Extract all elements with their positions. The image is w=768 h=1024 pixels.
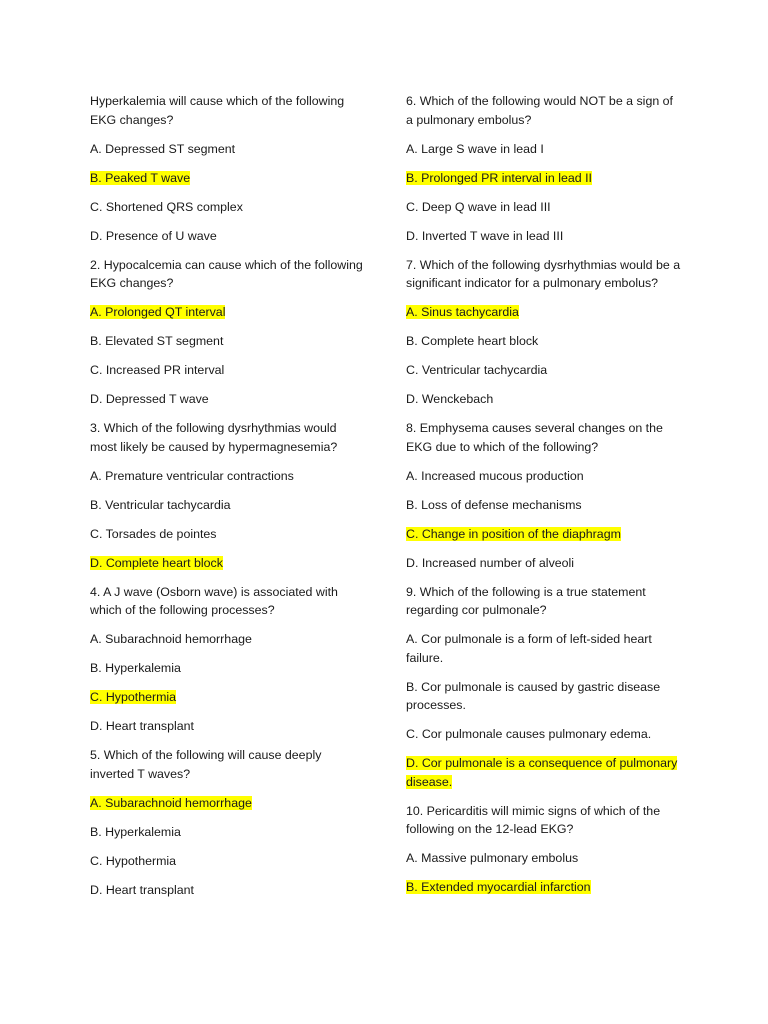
answer-option: B. Cor pulmonale is caused by gastric disease processes. [406,679,661,712]
answer-option: A. Depressed ST segment [90,141,236,156]
answer-option: D. Wenckebach [406,392,494,406]
answer-option: A. Subarachnoid hemorrhage [90,632,252,646]
answer-option: A. Premature ventricular contractions [90,468,294,483]
answer-option: B. Hyperkalemia [90,661,181,675]
question-text: 4. A J wave (Osborn wave) is associated with which of the following processes? [90,584,338,617]
highlighted-answer: B. Prolonged PR interval in lead II [406,170,592,185]
answer-option: A. Massive pulmonary embolus [406,851,579,865]
correct-answer-option [90,688,365,707]
correct-answer-option [406,754,681,791]
answer-option: B. Ventricular tachycardia [90,497,231,512]
correct-answer-option [90,554,365,573]
answer-option: C. Torsades de pointes [90,526,217,541]
correct-answer-option [406,878,681,897]
highlighted-answer: C. Change in position of the diaphragm [406,526,621,541]
answer-option: C. Shortened QRS complex [90,199,243,214]
question-text: 10. Pericarditis will mimic signs of which of the following on the 12-lead EKG? [406,803,661,836]
answer-option: B. Complete heart block [406,334,539,348]
correct-answer-option [90,794,365,813]
highlighted-answer: B. Peaked T wave [90,170,191,185]
question-text: 7. Which of the following dysrhythmias would be a significant indicator for a pulmonary embolus? [406,257,681,290]
question-text: 3. Which of the following dysrhythmias would most likely be caused by hypermagnesemia? [90,421,338,454]
question-text: 2. Hypocalcemia can cause which of the following EKG changes? [90,257,363,290]
highlighted-answer: A. Subarachnoid hemorrhage [90,795,252,810]
correct-answer-option [90,303,365,322]
answer-option: D. Presence of U wave [90,228,217,243]
answer-option: C. Hypothermia [90,853,177,868]
answer-option: A. Large S wave in lead I [406,141,544,156]
right-column [406,92,681,907]
highlighted-answer: B. Extended myocardial infarction [406,880,591,894]
answer-option: D. Increased number of alveoli [406,555,575,570]
highlighted-answer: A. Prolonged QT interval [90,305,226,319]
highlighted-answer: A. Sinus tachycardia [406,305,519,319]
correct-answer-option [90,169,365,188]
question-text: 5. Which of the following will cause deeply inverted T waves? [90,748,322,781]
answer-option: B. Hyperkalemia [90,824,181,839]
left-column [90,92,365,910]
question-text: 8. Emphysema causes several changes on the EKG due to which of the following? [406,421,663,454]
question-text: 6. Which of the following would NOT be a sign of a pulmonary embolus? [406,94,673,127]
answer-option: A. Cor pulmonale is a form of left-sided heart failure. [406,632,652,665]
question-text: Hyperkalemia will cause which of the following EKG changes? [90,94,345,127]
answer-option: D. Heart transplant [90,882,194,897]
answer-option: D. Depressed T wave [90,392,209,406]
highlighted-answer: D. Complete heart block [90,555,223,570]
answer-option: C. Deep Q wave in lead III [406,199,551,214]
correct-answer-option [406,169,681,188]
answer-option: B. Loss of defense mechanisms [406,497,582,512]
answer-option: D. Heart transplant [90,719,194,733]
answer-option: C. Cor pulmonale causes pulmonary edema. [406,727,652,741]
correct-answer-option [406,303,681,322]
answer-option: B. Elevated ST segment [90,334,224,348]
answer-option: C. Increased PR interval [90,363,225,377]
question-text: 9. Which of the following is a true statement regarding cor pulmonale? [406,584,646,617]
answer-option: A. Increased mucous production [406,468,584,483]
answer-option: D. Inverted T wave in lead III [406,228,564,243]
correct-answer-option [406,525,681,544]
answer-option: C. Ventricular tachycardia [406,363,548,377]
highlighted-answer: D. Cor pulmonale is a consequence of pulmonary disease. [406,756,678,789]
highlighted-answer: C. Hypothermia [90,690,177,704]
